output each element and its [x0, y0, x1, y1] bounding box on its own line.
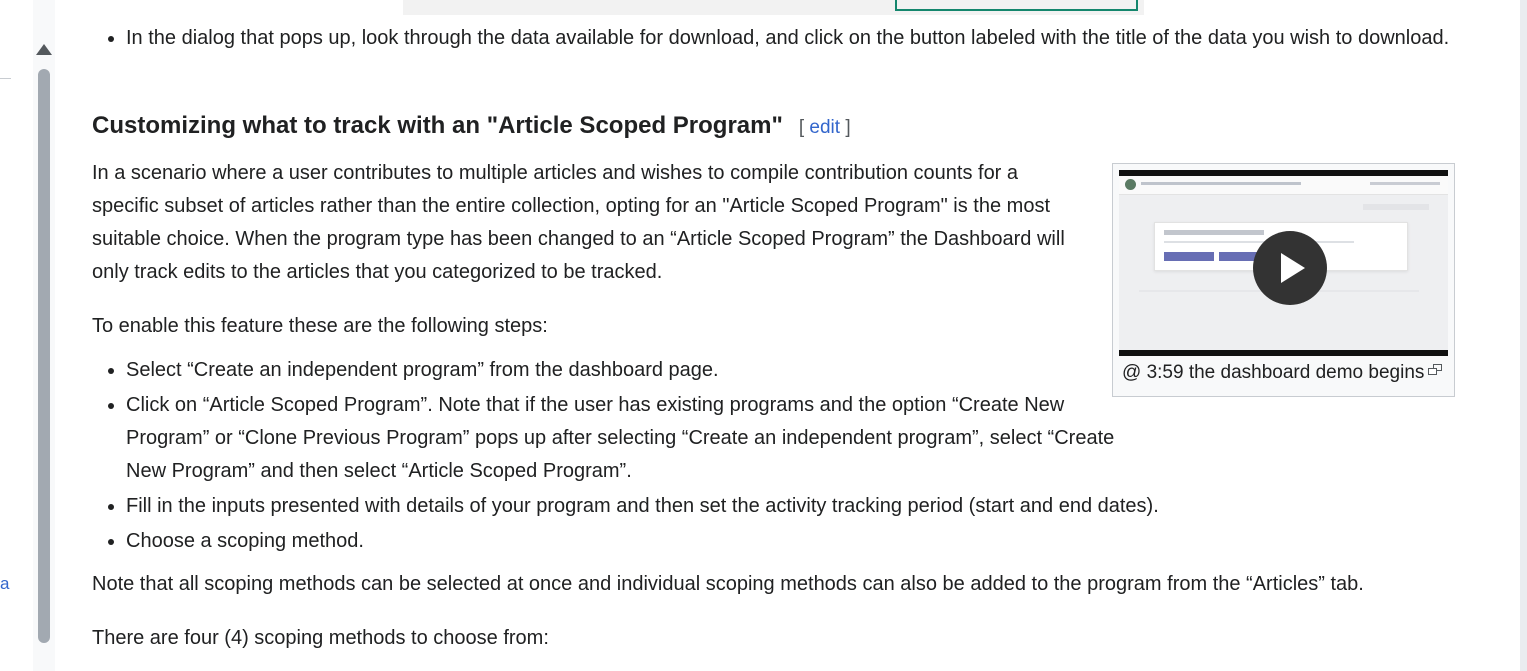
thumbnail-placeholder	[1363, 204, 1429, 210]
video-figure	[1112, 163, 1455, 397]
video-thumbnail[interactable]	[1119, 170, 1448, 356]
scoped-program-steps-list-continued	[92, 490, 1476, 560]
video-letterbox-bottom	[1119, 350, 1448, 356]
list-item: • Choose a scoping method.	[126, 525, 1476, 558]
thumbnail-nav-links	[1141, 182, 1301, 185]
window-right-edge	[1520, 0, 1527, 671]
scrollbar-thumb[interactable]	[38, 69, 50, 643]
video-caption: @ 3:59 the dashboard demo begins	[1122, 362, 1425, 383]
thumbnail-logo-icon	[1125, 179, 1136, 190]
thumbnail-nav-user	[1370, 182, 1440, 185]
section-heading	[92, 110, 851, 144]
scoping-methods-paragraph: There are four (4) scoping methods to choose from:	[92, 627, 549, 649]
download-steps-list	[92, 22, 1461, 55]
sidebar-edge-link[interactable]: a	[0, 574, 10, 593]
expand-icon[interactable]	[1428, 364, 1442, 375]
play-icon	[1281, 253, 1305, 283]
thumbnail-dialog-button	[1164, 252, 1214, 261]
scoped-program-steps-list	[92, 354, 1126, 490]
list-item: • In the dialog that pops up, look through the data available for download, and click on the button labeled with the title of the data you wish to download.	[126, 22, 1461, 55]
thumbnail-dialog-title	[1164, 230, 1264, 235]
steps-intro-paragraph: To enable this feature these are the following steps:	[92, 315, 548, 337]
edit-bracket-open: [	[798, 117, 805, 138]
play-button[interactable]	[1253, 231, 1327, 305]
previous-figure-image	[403, 0, 1144, 15]
scoping-note-paragraph: Note that all scoping methods can be selected at once and individual scoping methods can also be added to the program from the “Articles” tab.	[92, 573, 1364, 595]
figure-highlight-box	[895, 0, 1138, 11]
intro-paragraph: In a scenario where a user contributes to multiple articles and wishes to compile contribution counts for a specific subset of articles rather than the entire collection, opting for an "Article Scoped Program" is the most suitable choice. When the program type has been changed to an “Article Scoped Program” the Dashboard will only track edits to the articles that you categorized to be tracked.	[92, 162, 1065, 283]
edit-section-link[interactable]: edit	[809, 117, 841, 138]
thumbnail-dialog-text	[1164, 241, 1354, 243]
list-item: • Select “Create an independent program” from the dashboard page.	[126, 354, 1126, 387]
edit-section	[799, 117, 851, 138]
gutter-divider	[0, 78, 11, 79]
thumbnail-navbar	[1119, 176, 1448, 195]
list-item: • Click on “Article Scoped Program”. Note that if the user has existing programs and the option “Create New Program” or “Clone Previous Program” pops up after selecting “Create an independent program”, select “Create New Program” and then select “Article Scoped Program”.	[126, 389, 1126, 488]
left-gutter	[0, 0, 33, 671]
scroll-up-arrow-icon[interactable]	[36, 44, 52, 55]
edit-bracket-close: ]	[845, 117, 851, 138]
list-item: • Fill in the inputs presented with details of your program and then set the activity tracking period (start and end dates).	[126, 490, 1476, 523]
section-heading-text: Customizing what to track with an "Article Scoped Program"	[92, 112, 783, 139]
